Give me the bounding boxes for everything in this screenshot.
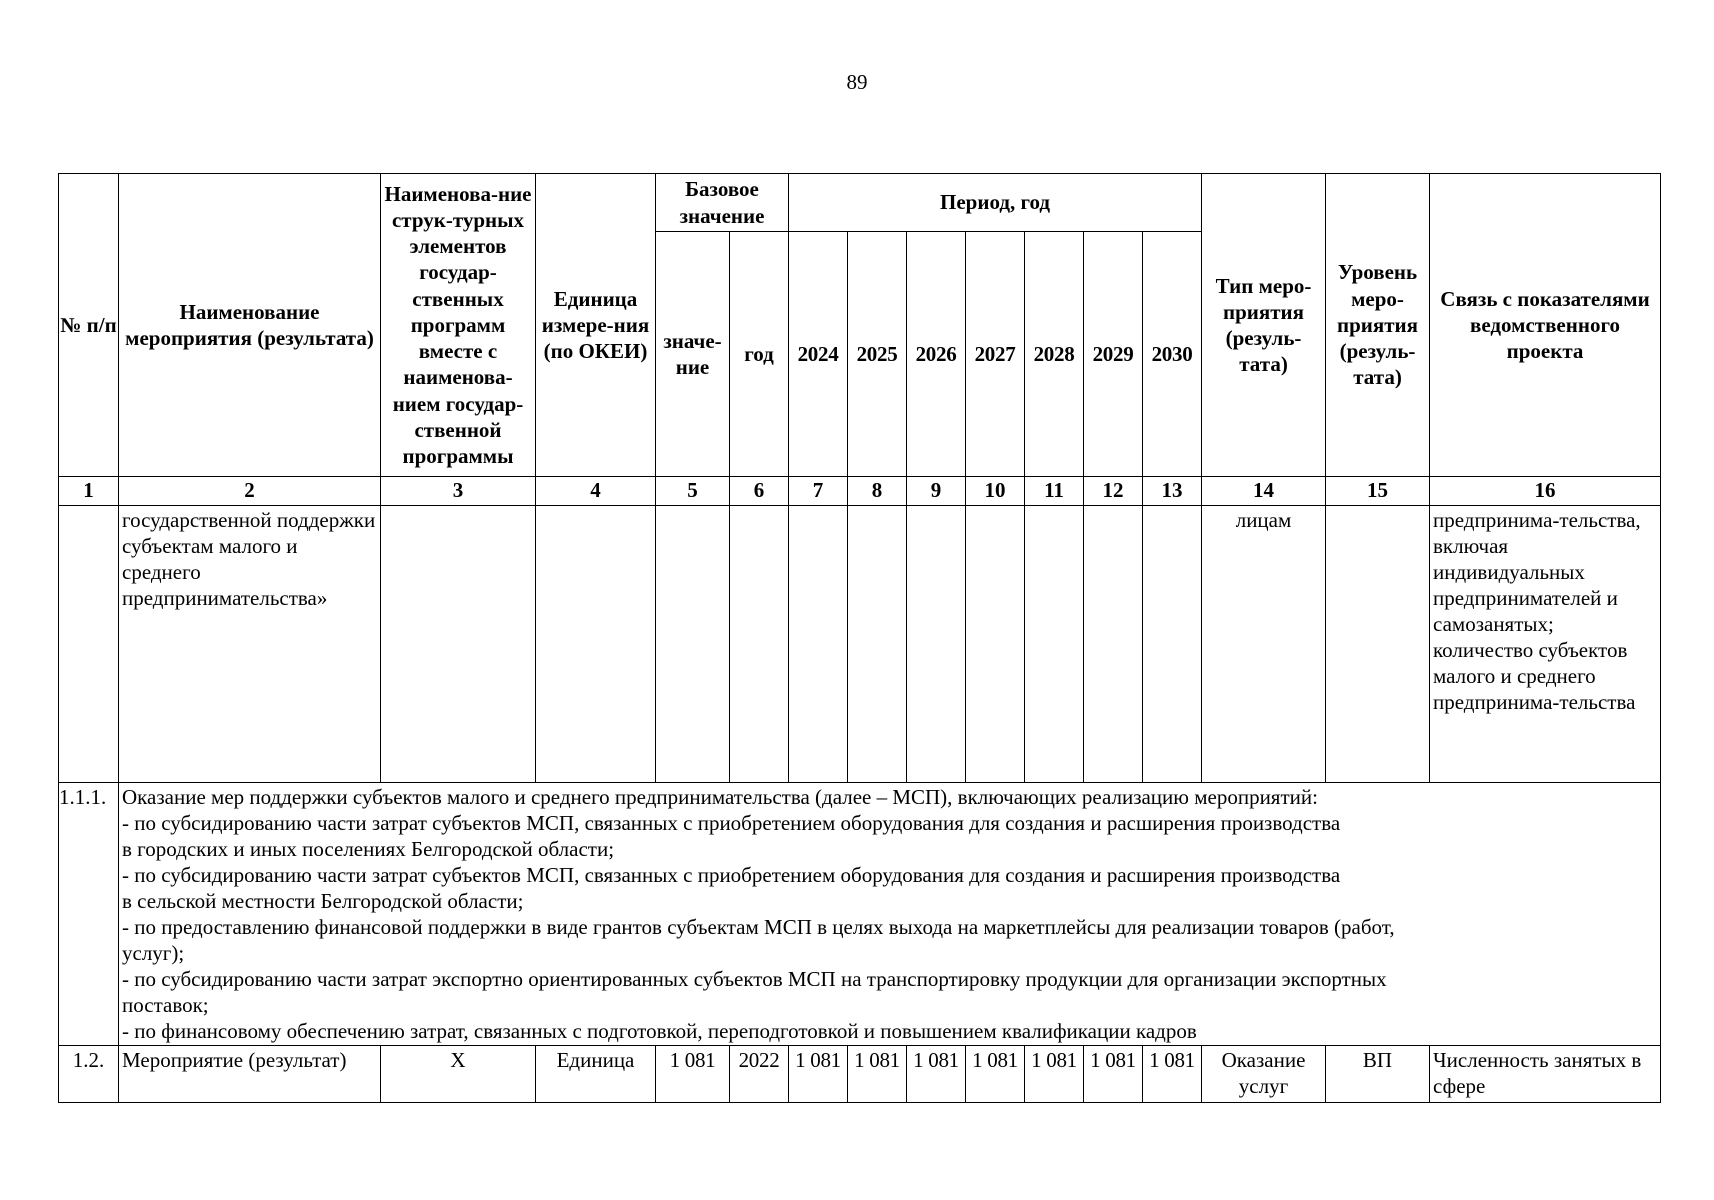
column-number: 14 <box>1202 477 1326 506</box>
header-year-2026: 2026 <box>907 232 966 477</box>
column-number: 1 <box>59 477 119 506</box>
description-line: - по предоставлению финансовой поддержки в виде грантов субъектам МСП в целях выхода на маркетплейсы для реализации товаров (работ, <box>122 915 1395 940</box>
column-number: 12 <box>1084 477 1143 506</box>
row-1-2-value-2026: 1 081 <box>907 1046 966 1103</box>
column-number: 8 <box>848 477 907 506</box>
header-year-2027: 2027 <box>966 232 1025 477</box>
header-year-2028: 2028 <box>1025 232 1084 477</box>
header-period: Период, год <box>789 174 1202 232</box>
measures-table <box>58 173 1661 1103</box>
page-number: 89 <box>846 70 868 94</box>
cell-empty <box>789 506 848 783</box>
row-1-2-measure-level: ВП <box>1326 1046 1430 1103</box>
row-1-2-value-2027: 1 081 <box>966 1046 1025 1103</box>
header-number: № п/п <box>59 174 119 477</box>
row-1-1-1 <box>59 783 1661 1046</box>
header-base-value: Базовое значение <box>656 174 789 232</box>
header-year-2030: 2030 <box>1143 232 1202 477</box>
row-1-2-unit: Единица <box>536 1046 656 1103</box>
row-1-2-value-2030: 1 081 <box>1143 1046 1202 1103</box>
header-structural-elements: Наименова-ние струк-турных элементов государ-ственных программ вместе с наименова-нием государ-ственной программы <box>381 174 536 477</box>
continuation-link: предпринима-тельства, включая индивидуальных предпринимателей и самозанятых; количество субъектов малого и среднего предпринима-тельства <box>1430 506 1661 783</box>
column-number: 4 <box>536 477 656 506</box>
header-base-value-value: значе-ние <box>656 232 730 477</box>
header-year-2024: 2024 <box>789 232 848 477</box>
column-number-row <box>59 477 1661 506</box>
row-1-2-number: 1.2. <box>59 1046 119 1103</box>
row-1-2-value-2028: 1 081 <box>1025 1046 1084 1103</box>
description-line: в сельской местности Белгородской области; <box>122 889 524 914</box>
cell-empty <box>656 506 730 783</box>
column-number: 9 <box>907 477 966 506</box>
header-link-indicators: Связь с показателями ведомственного проекта <box>1430 174 1661 477</box>
description-line: - по субсидированию части затрат экспортно ориентированных субъектов МСП на транспортировку продукции для организации экспортных <box>122 967 1387 992</box>
column-number: 3 <box>381 477 536 506</box>
continuation-measure-name: государственной поддержки субъектам малого и среднего предпринимательства» <box>119 506 381 783</box>
description-line: услуг); <box>122 941 185 966</box>
description-line: - по финансовому обеспечению затрат, связанных с подготовкой, переподготовкой и повышением квалификации кадров <box>122 1019 1197 1044</box>
cell-empty <box>1025 506 1084 783</box>
header-measure-type: Тип меро-приятия (резуль-тата) <box>1202 174 1326 477</box>
header-unit: Единица измере-ния (по ОКЕИ) <box>536 174 656 477</box>
cell-empty <box>1143 506 1202 783</box>
cell-empty <box>1084 506 1143 783</box>
row-1-2-measure-name: Мероприятие (результат) <box>119 1046 381 1103</box>
row-1-1-1-number: 1.1.1. <box>59 783 119 1046</box>
column-number: 10 <box>966 477 1025 506</box>
column-number: 6 <box>730 477 789 506</box>
header-year-2029: 2029 <box>1084 232 1143 477</box>
column-number: 2 <box>119 477 381 506</box>
cell-empty <box>59 506 119 783</box>
cell-empty <box>966 506 1025 783</box>
cell-empty <box>536 506 656 783</box>
continuation-row <box>59 506 1661 783</box>
row-1-1-1-description <box>119 783 1661 1046</box>
header-row-1 <box>59 174 1661 232</box>
column-number: 7 <box>789 477 848 506</box>
column-number: 16 <box>1430 477 1661 506</box>
row-1-2-base-year: 2022 <box>730 1046 789 1103</box>
cell-empty <box>730 506 789 783</box>
row-1-2-value-2029: 1 081 <box>1084 1046 1143 1103</box>
row-1-2-link: Численность занятых в сфере <box>1430 1046 1661 1103</box>
description-line: поставок; <box>122 993 209 1018</box>
column-number: 5 <box>656 477 730 506</box>
description-line: - по субсидированию части затрат субъектов МСП, связанных с приобретением оборудования для создания и расширения производства <box>122 863 1341 888</box>
header-year-2025: 2025 <box>848 232 907 477</box>
header-measure-name: Наименование мероприятия (результата) <box>119 174 381 477</box>
column-number: 11 <box>1025 477 1084 506</box>
row-1-2-value-2024: 1 081 <box>789 1046 848 1103</box>
cell-empty <box>848 506 907 783</box>
cell-empty <box>1326 506 1430 783</box>
row-1-2-measure-type: Оказание услуг <box>1202 1046 1326 1103</box>
row-1-2-value-2025: 1 081 <box>848 1046 907 1103</box>
column-number: 13 <box>1143 477 1202 506</box>
cell-empty <box>907 506 966 783</box>
description-line: - по субсидированию части затрат субъектов МСП, связанных с приобретением оборудования для создания и расширения производства <box>122 811 1341 836</box>
header-base-value-year: год <box>730 232 789 477</box>
row-1-2-base-value: 1 081 <box>656 1046 730 1103</box>
continuation-measure-type: лицам <box>1202 506 1326 783</box>
description-line: в городских и иных поселениях Белгородской области; <box>122 837 615 862</box>
row-1-2-structural-element: Х <box>381 1046 536 1103</box>
column-number: 15 <box>1326 477 1430 506</box>
row-1-2 <box>59 1046 1661 1103</box>
description-line: Оказание мер поддержки субъектов малого и среднего предпринимательства (далее – МСП), включающих реализацию мероприятий: <box>122 785 1318 809</box>
cell-empty <box>381 506 536 783</box>
header-measure-level: Уровень меро-приятия (резуль-тата) <box>1326 174 1430 477</box>
